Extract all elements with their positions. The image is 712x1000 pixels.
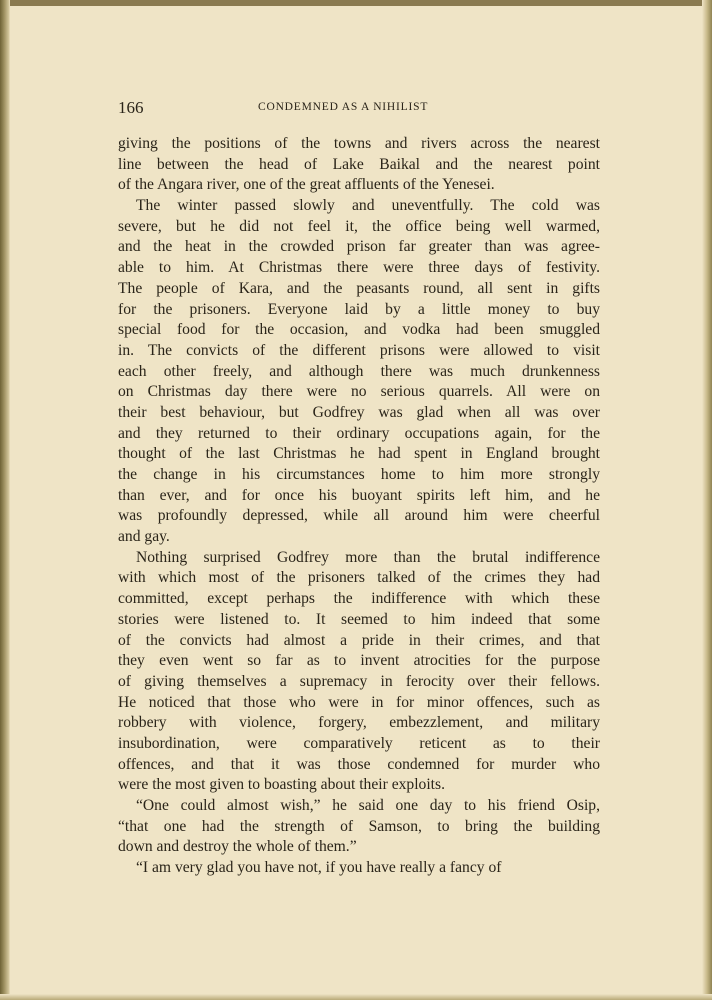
text-line: “One could almost wish,” he said one day to his friend Osip, — [136, 797, 600, 814]
text-line: “that one had the strength of Samson, to bring the building — [118, 817, 600, 835]
text-line: each other freely, and although there was much drunkenness — [118, 362, 600, 380]
page-bottom-edge — [0, 994, 712, 1000]
text-line: insubordination, were comparatively reticent as to their — [118, 734, 600, 752]
text-line: and gay. — [118, 528, 170, 546]
text-line: The winter passed slowly and uneventfully. The cold was — [136, 197, 600, 215]
text-line: special food for the occasion, and vodka had been smuggled — [118, 321, 600, 339]
text-line: stories were listened to. It seemed to him indeed that some — [118, 610, 600, 628]
text-line: down and destroy the whole of them.” — [118, 838, 357, 856]
text-line: line between the head of Lake Baikal and the nearest point — [118, 155, 600, 173]
text-line: than ever, and for once his buoyant spirits left him, and he — [118, 486, 600, 504]
text-line: and the heat in the crowded prison far greater than was agree- — [118, 238, 600, 256]
text-line: of the Angara river, one of the great affluents of the Yenesei. — [118, 176, 495, 194]
text-line: was profoundly depressed, while all around him were cheerful — [118, 507, 600, 525]
text-line: were the most given to boasting about their exploits. — [118, 776, 445, 794]
text-line: on Christmas day there were no serious quarrels. All were on — [118, 383, 600, 401]
text-line: severe, but he did not feel it, the office being well warmed, — [118, 217, 600, 235]
text-line: in. The convicts of the different prisons were allowed to visit — [118, 341, 600, 359]
text-line: and they returned to their ordinary occupations again, for the — [118, 424, 600, 442]
text-line: The people of Kara, and the peasants round, all sent in gifts — [118, 279, 600, 297]
paragraph — [118, 796, 600, 858]
text-line: for the prisoners. Everyone laid by a little money to buy — [118, 300, 600, 318]
text-line: of the convicts had almost a pride in their crimes, and that — [118, 631, 600, 649]
text-line: He noticed that those who were in for minor offences, such as — [118, 693, 600, 711]
text-line: robbery with violence, forgery, embezzlement, and military — [118, 714, 600, 732]
text-line: committed, except perhaps the indifference with which these — [118, 590, 600, 608]
text-line: Nothing surprised Godfrey more than the brutal indifference — [136, 548, 600, 566]
paragraph — [118, 196, 600, 548]
text-line: their best behaviour, but Godfrey was glad when all was over — [118, 403, 600, 421]
text-line: with which most of the prisoners talked of the crimes they had — [118, 569, 600, 587]
page-header — [118, 98, 600, 122]
text-line: they even went so far as to invent atrocities for the purpose — [118, 652, 600, 670]
text-line: thought of the last Christmas he had spent in England brought — [118, 445, 600, 463]
paragraph — [118, 858, 600, 879]
text-line: giving the positions of the towns and rivers across the nearest — [118, 135, 600, 152]
book-binding-edge — [0, 0, 10, 1000]
page-top-shadow — [0, 0, 712, 6]
text-line: “I am very glad you have not, if you have really a fancy of — [136, 859, 502, 877]
running-head: CONDEMNED AS A NIHILIST — [258, 101, 429, 113]
body-text — [118, 134, 600, 879]
text-line: of giving themselves a supremacy in ferocity over their fellows. — [118, 672, 600, 690]
text-line: offences, and that it was those condemned for murder who — [118, 755, 600, 773]
text-line: the change in his circumstances home to him more strongly — [118, 466, 600, 483]
paragraph — [118, 548, 600, 796]
paragraph — [118, 134, 600, 196]
page-number: 166 — [118, 98, 144, 117]
text-line: able to him. At Christmas there were three days of festivity. — [118, 259, 600, 277]
page-right-edge — [702, 0, 712, 1000]
